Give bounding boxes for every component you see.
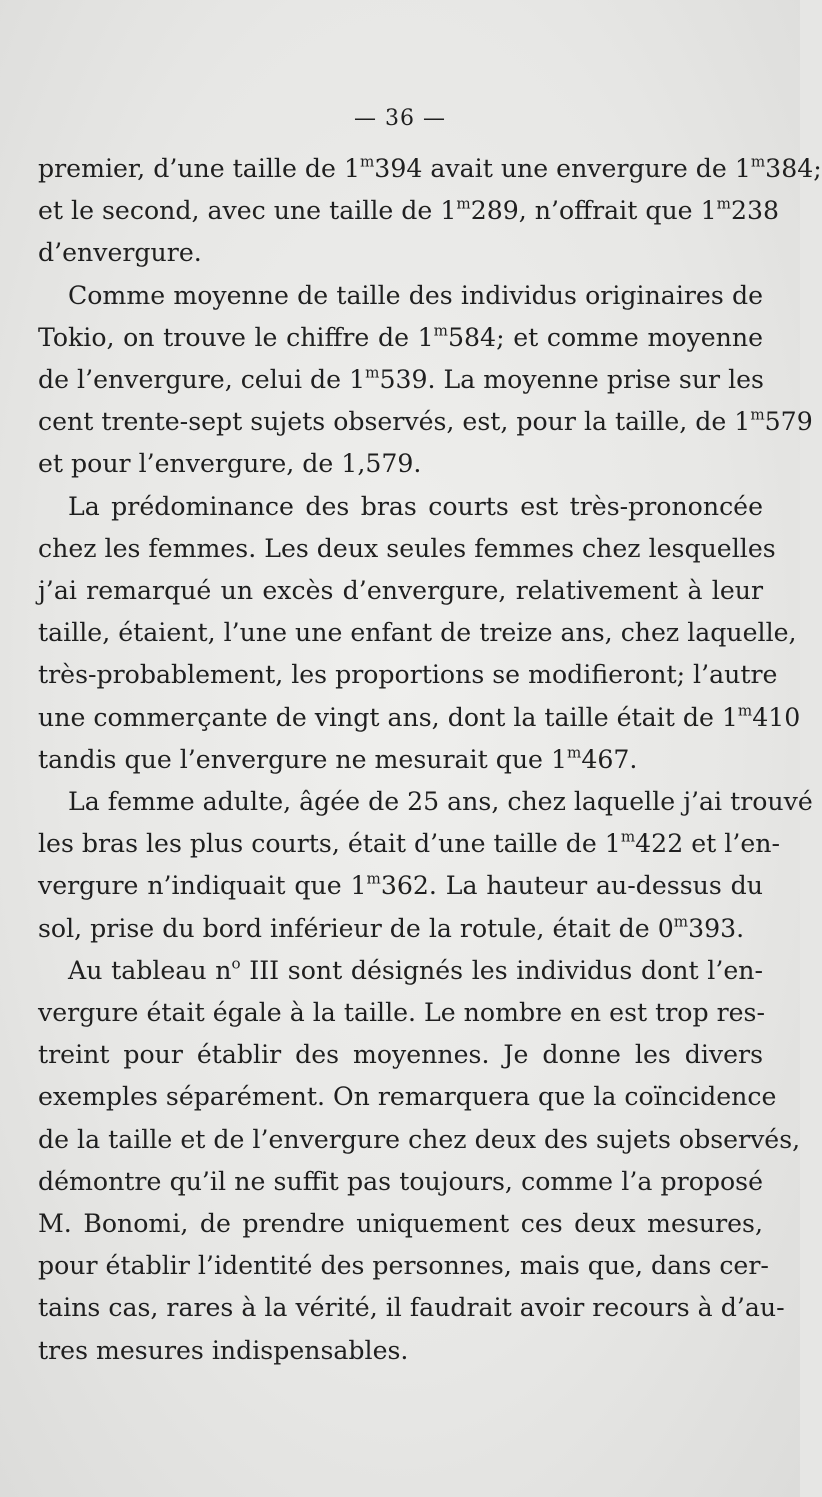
text-segment: 289, n’offrait que 1 <box>470 196 717 226</box>
text-segment: une commerçante de vingt ans, dont la taille était de 1 <box>38 702 738 732</box>
text-line <box>38 486 763 528</box>
unit-superscript: m <box>359 152 375 171</box>
text-segment: très-probablement, les proportions se modifieront; l’autre <box>38 660 778 690</box>
text-line <box>38 1287 785 1329</box>
text-line <box>38 359 763 401</box>
text-line <box>38 865 763 907</box>
unit-superscript: o <box>231 954 241 973</box>
page-number: — 36 — <box>354 106 446 131</box>
text-segment: et pour l’envergure, de 1,579. <box>38 449 422 479</box>
text-segment: taille, étaient, l’une une enfant de treize ans, chez laquelle, <box>38 618 797 648</box>
text-line <box>38 1245 769 1287</box>
text-segment: 539. La moyenne prise sur les <box>379 365 764 395</box>
text-segment: 422 et l’en- <box>635 829 780 859</box>
text-line <box>38 275 763 317</box>
text-line <box>38 1034 763 1076</box>
unit-superscript: m <box>433 321 448 340</box>
unit-superscript: m <box>365 363 380 382</box>
unit-superscript: m <box>737 701 753 720</box>
text-line <box>38 739 763 781</box>
text-line <box>38 443 763 485</box>
text-line <box>38 401 813 443</box>
text-segment: III sont désignés les individus dont l’en- <box>240 955 763 985</box>
unit-superscript: m <box>750 152 766 171</box>
text-line <box>38 1076 777 1118</box>
text-segment: 584; et comme moyenne <box>448 322 763 352</box>
text-line <box>38 1203 763 1245</box>
text-line <box>38 781 813 823</box>
unit-superscript: m <box>567 743 582 762</box>
text-segment: de l’envergure, celui de 1 <box>38 365 366 395</box>
text-segment: vergure n’indiquait que 1 <box>38 871 367 901</box>
body-text <box>38 148 822 1372</box>
text-segment: sol, prise du bord inférieur de la rotule, était de 0 <box>38 913 674 943</box>
text-line <box>38 697 801 739</box>
text-line <box>38 1161 763 1203</box>
text-segment: et le second, avec une taille de 1 <box>38 196 457 226</box>
text-segment: cent trente-sept sujets observés, est, pour la taille, de 1 <box>38 407 751 437</box>
text-segment: tandis que l’envergure ne mesurait que 1 <box>38 744 567 774</box>
text-line <box>38 1330 763 1372</box>
text-line <box>38 570 763 612</box>
text-segment: les bras les plus courts, était d’une taille de 1 <box>38 829 621 859</box>
text-segment: tains cas, rares à la vérité, il faudrait avoir recours à d’au- <box>38 1293 785 1323</box>
text-line <box>38 317 763 359</box>
unit-superscript: m <box>673 912 689 931</box>
text-segment: j’ai remarqué un excès d’envergure, relativement à leur <box>38 576 763 606</box>
text-segment: démontre qu’il ne suffit pas toujours, comme l’a proposé <box>38 1166 763 1196</box>
text-segment: La femme adulte, âgée de 25 ans, chez laquelle j’ai trouvé <box>68 787 813 817</box>
text-segment: Tokio, on trouve le chiffre de 1 <box>38 322 434 352</box>
unit-superscript: m <box>716 194 731 213</box>
text-segment: Au tableau n <box>68 955 232 985</box>
text-line <box>38 908 763 950</box>
unit-superscript: m <box>750 405 765 424</box>
text-line <box>38 823 780 865</box>
text-line <box>38 528 776 570</box>
text-segment: 362. La hauteur au-dessus du <box>380 871 763 901</box>
text-segment: vergure était égale à la taille. Le nombre en est trop res- <box>38 998 765 1028</box>
unit-superscript: m <box>620 827 636 846</box>
text-line <box>38 232 763 274</box>
text-segment: premier, d’une taille de 1 <box>38 154 360 183</box>
text-line <box>38 612 797 654</box>
text-segment: 238 <box>730 196 780 226</box>
text-segment: Comme moyenne de taille des individus originaires de <box>68 280 763 310</box>
text-segment: pour établir l’identité des personnes, mais que, dans cer- <box>38 1251 769 1281</box>
text-segment: 393. <box>688 913 745 943</box>
unit-superscript: m <box>366 869 381 888</box>
text-line <box>38 654 778 696</box>
text-line <box>38 950 763 992</box>
text-segment: treint pour établir des moyennes. Je donne les divers <box>38 1040 763 1070</box>
text-segment: chez les femmes. Les deux seules femmes chez lesquelles <box>38 533 776 563</box>
text-segment: d’envergure. <box>38 238 202 268</box>
text-segment: 384; <box>765 154 822 183</box>
text-segment: 410 <box>752 702 801 732</box>
text-line <box>38 1119 801 1161</box>
text-segment: 579 <box>764 407 813 437</box>
unit-superscript: m <box>456 194 471 213</box>
text-segment: tres mesures indispensables. <box>38 1335 409 1365</box>
text-line <box>38 190 780 232</box>
text-segment: M. Bonomi, de prendre uniquement ces deux mesures, <box>38 1209 763 1239</box>
text-line <box>38 148 822 190</box>
text-segment: de la taille et de l’envergure chez deux des sujets observés, <box>38 1124 801 1154</box>
text-segment: 467. <box>581 744 638 774</box>
text-segment: exemples séparément. On remarquera que la coïncidence <box>38 1082 777 1112</box>
text-segment: La prédominance des bras courts est très-prononcée <box>68 491 763 521</box>
text-segment: 394 avait une envergure de 1 <box>374 154 751 183</box>
text-line <box>38 992 763 1034</box>
